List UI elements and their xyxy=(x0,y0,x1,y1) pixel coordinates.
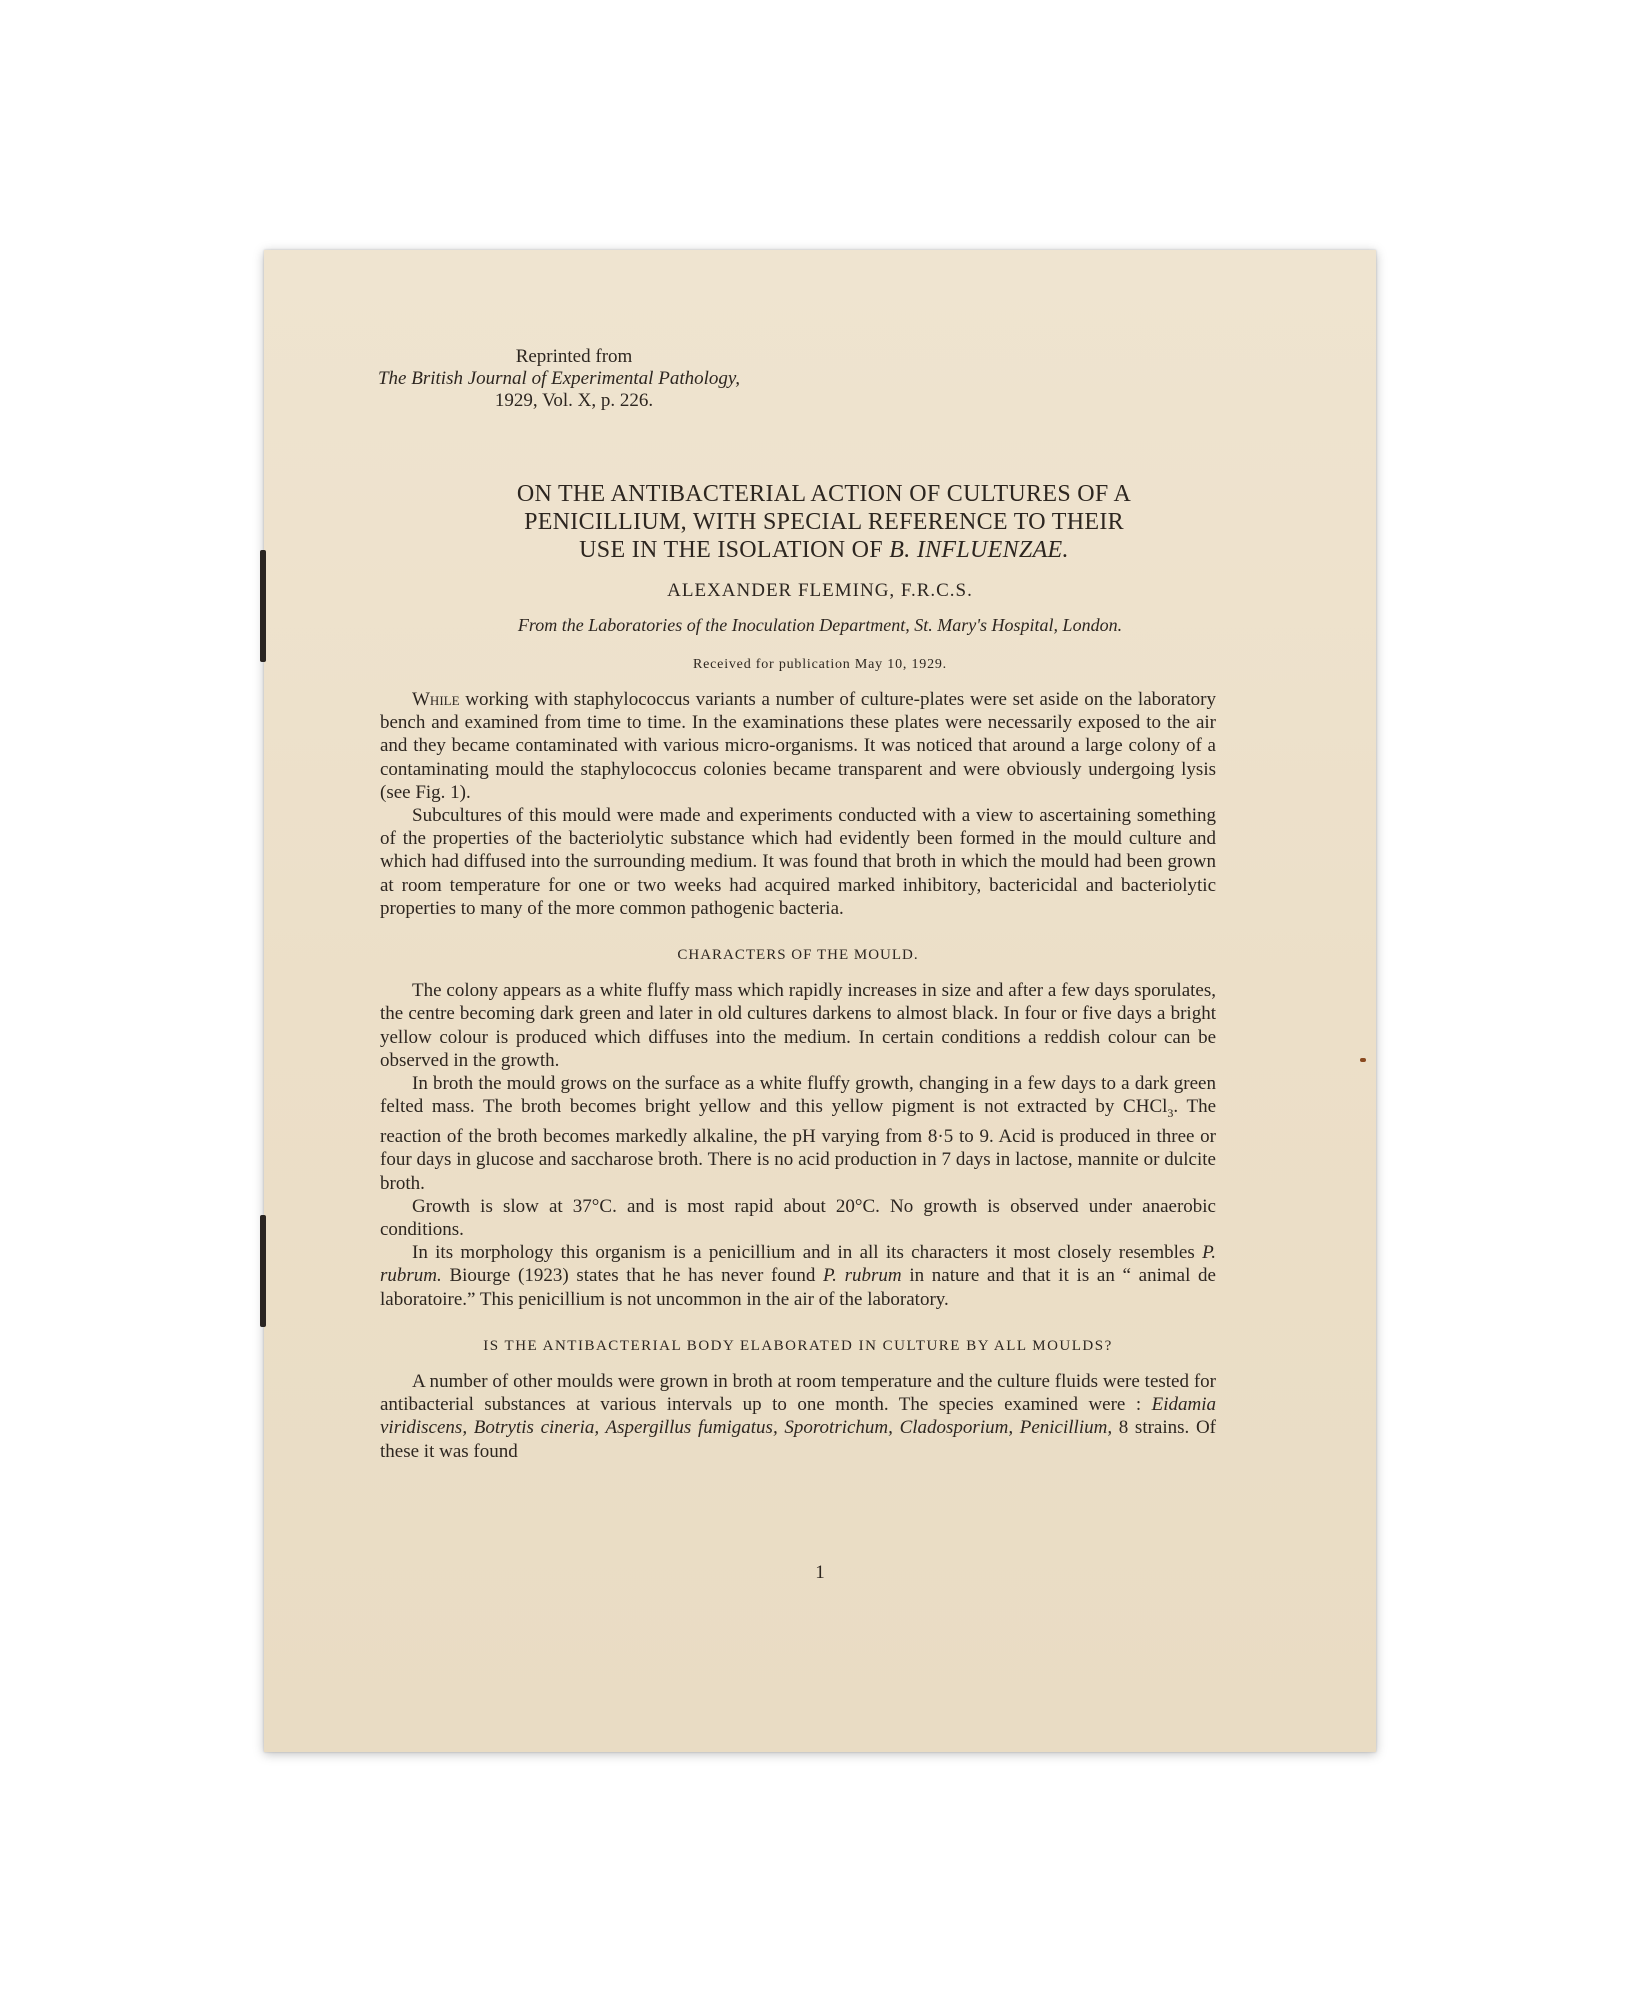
page-number: 1 xyxy=(815,1562,825,1583)
title-line-2: PENICILLIUM, WITH SPECIAL REFERENCE TO THEIR xyxy=(524,509,1124,535)
volume-info: 1929, Vol. X, p. 226. xyxy=(494,390,654,411)
antibacterial-paragraph-1 xyxy=(380,1370,1216,1463)
characters-paragraph-4 xyxy=(380,1241,1216,1311)
characters-p4-c: in nature and that it is an “ animal de laboratoire.” This penicillium is not uncommon in the air of the laboratory. xyxy=(380,1265,1216,1310)
journal-name: The British Journal of Experimental Pathology, xyxy=(377,368,741,389)
received-date: Received for publication May 10, 1929. xyxy=(693,657,947,672)
characters-p2-a: In broth the mould grows on the surface as a white fluffy growth, changing in a few days to a dark green felted mass. The broth becomes bright yellow and this yellow pigment is not extracted by CHCl xyxy=(380,1073,1216,1118)
title-line-1: ON THE ANTIBACTERIAL ACTION OF CULTURES OF A xyxy=(516,481,1132,507)
reprint-notice xyxy=(374,346,744,412)
article-body xyxy=(380,688,1216,1463)
section-heading-characters: CHARACTERS OF THE MOULD. xyxy=(677,947,919,964)
intro-lead-word: While xyxy=(412,689,460,710)
intro-p1-text: working with staphylococcus variants a number of culture-plates were set aside on the laboratory bench and examined from time to time. In the examinations these plates were necessarily exposed to the air and they became contaminated with various micro-organisms. It was noticed that around a large colony of a contaminating mould the staphylococcus colonies became transparent and were obviously undergoing lysis (see Fig. 1). xyxy=(380,689,1216,803)
characters-p4-b: Biourge (1923) states that he has never found xyxy=(441,1265,824,1287)
author: ALEXANDER FLEMING, F.R.C.S. xyxy=(667,580,973,601)
title-line-3-prefix: USE IN THE ISOLATION OF xyxy=(579,537,890,563)
staple-bottom xyxy=(260,1215,266,1327)
reprint-line-1: Reprinted from xyxy=(515,346,633,367)
antibacterial-species-list: Eidamia viridiscens, Botrytis cineria, Aspergillus fumigatus, Sporotrichum, Cladosporium, Penicillium, xyxy=(380,1394,1216,1439)
affiliation: From the Laboratories of the Inoculation Department, St. Mary's Hospital, London. xyxy=(517,615,1123,635)
characters-paragraph-2 xyxy=(380,1072,1216,1195)
paper-speck xyxy=(1360,1058,1366,1062)
characters-p2-b: . The reaction of the broth becomes markedly alkaline, the pH varying from 8·5 to 9. Acid is produced in three or four days in glucose and saccharose broth. There is no acid production in 7 days in lactose, mannite or dulcite broth. xyxy=(380,1096,1217,1194)
characters-paragraph-3: Growth is slow at 37°C. and is most rapid about 20°C. No growth is observed under anaerobic conditions. xyxy=(380,1195,1216,1241)
title-line-3 xyxy=(394,536,1254,564)
characters-paragraph-1: The colony appears as a white fluffy mass which rapidly increases in size and after a few days sporulates, the centre becoming dark green and later in old cultures darkens to almost black. In four or five days a bright yellow colour is produced which diffuses into the medium. In certain conditions a reddish colour can be observed in the growth. xyxy=(380,980,1216,1071)
section-heading-antibacterial: IS THE ANTIBACTERIAL BODY ELABORATED IN CULTURE BY ALL MOULDS? xyxy=(483,1337,1113,1354)
paper-title xyxy=(394,480,1254,564)
chcl3-subscript: 3 xyxy=(1167,1106,1174,1121)
reprint-page xyxy=(264,250,1376,1752)
characters-p4-a: In its morphology this organism is a penicillium and in all its characters it most closely resembles xyxy=(412,1242,1203,1264)
antibacterial-p1-a: A number of other moulds were grown in broth at room temperature and the culture fluids were tested for antibacterial substances at various intervals up to one month. The species examined were : xyxy=(380,1371,1216,1416)
characters-p4-species-2: P. rubrum xyxy=(823,1265,902,1287)
staple-top xyxy=(260,550,266,662)
characters-p4-species-1: P. rubrum. xyxy=(380,1242,1216,1287)
antibacterial-p1-b: 8 strains. Of these it was found xyxy=(380,1417,1216,1462)
title-line-3-italic: B. INFLUENZAE. xyxy=(889,537,1069,563)
intro-paragraph-1 xyxy=(380,688,1216,804)
intro-paragraph-2: Subcultures of this mould were made and experiments conducted with a view to ascertaining something of the properties of the bacteriolytic substance which had evidently been formed in the mould culture and which had diffused into the surrounding medium. It was found that broth in which the mould had been grown at room temperature for one or two weeks had acquired marked inhibitory, bactericidal and bacteriolytic properties to many of the more common pathogenic bacteria. xyxy=(380,805,1216,919)
